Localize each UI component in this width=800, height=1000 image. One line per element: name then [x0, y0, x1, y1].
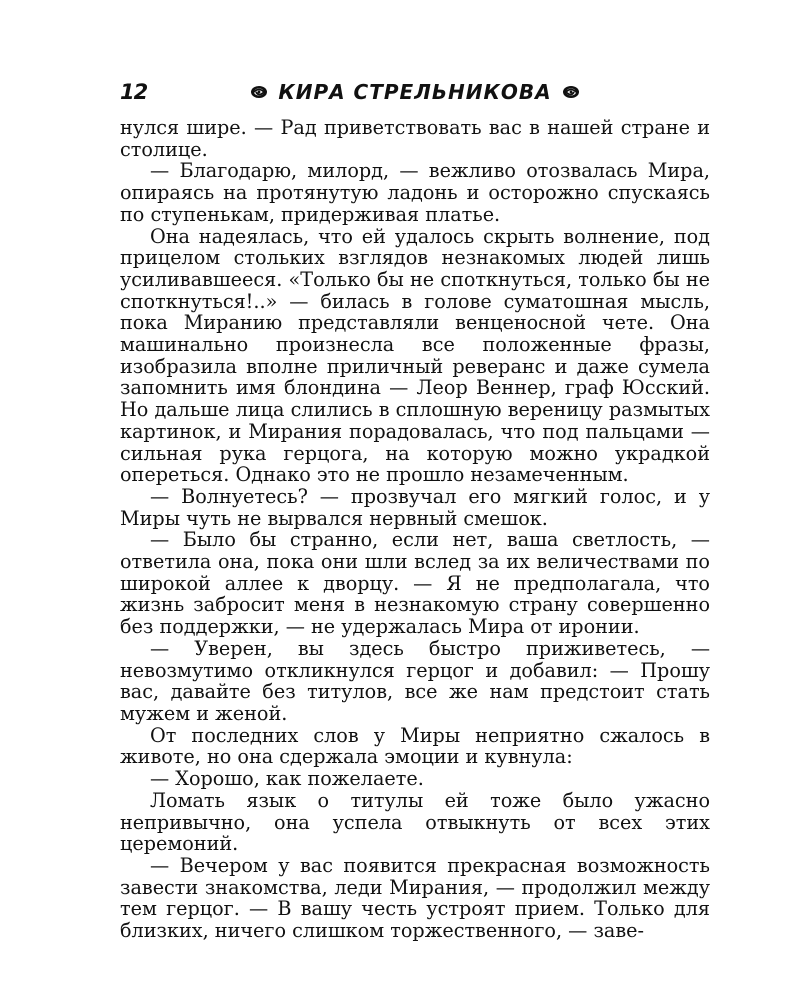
swirl-ornament-icon — [250, 85, 268, 99]
paragraph: — Уверен, вы здесь быстро приживетесь, — невозмутимо откликнулся герцог и добавил: — Прошу вас, давайте без титулов, все же нам предстоит стать мужем и женой. — [120, 636, 710, 725]
swirl-ornament-icon — [562, 85, 580, 99]
paragraph: — Было бы странно, если нет, ваша светлость, — ответила она, пока они шли вслед за их величествами по широкой аллее к дворцу. — Я не предполагала, что жизнь забросит меня в незнакомую страну совершенно без поддержки, — не удержалась Мира от иронии. — [120, 528, 710, 639]
paragraph: От последних слов у Миры неприятно сжалось в животе, но она сдержала эмоции и кувнула: — [120, 723, 710, 769]
paragraph: нулся шире. — Рад приветствовать вас в нашей стране и столице. — [120, 116, 710, 161]
paragraph: — Благодарю, милорд, — вежливо отозвалась Мира, опираясь на протянутую ладонь и осторожно спускаясь по ступенькам, придерживая платье. — [120, 159, 710, 226]
page-text — [120, 117, 710, 942]
paragraph: Она надеялась, что ей удалось скрыть волнение, под прицелом стольких взглядов незнакомых людей лишь усиливавшееся. «Только бы не споткнуться, только бы не споткнуться!..» — билась в голове суматошная мысль, пока Миранию представляли венценосной чете. Она машинально произнесла все положенные фразы, изобразила вполне приличный реверанс и даже сумела запомнить имя блондина — Леор Веннер, граф Юсский. Но дальше лица слились в сплошную вереницу размытых картинок, и Мирания порадовалась, что под пальцами — сильная рука герцога, на которую можно украдкой опереться. Однако это не прошло незамеченным. — [120, 224, 710, 487]
paragraph: Ломать язык о титулы ей тоже было ужасно непривычно, она успела отвыкнуть от всех этих церемоний. — [120, 788, 710, 856]
paragraph: — Вечером у вас появится прекрасная возможность завести знакомства, леди Мирания, — продолжил между тем герцог. — В вашу честь устроят прием. Только для близких, ничего слишком торжественного, — заве- — [120, 853, 710, 943]
page-header — [120, 80, 710, 110]
running-head — [250, 80, 580, 104]
paragraph: — Хорошо, как пожелаете. — [150, 767, 424, 791]
running-title: КИРА СТРЕЛЬНИКОВА — [278, 80, 552, 104]
paragraph: — Волнуетесь? — прозвучал его мягкий голос, и у Миры чуть не вырвался нервный смешок. — [120, 484, 710, 530]
page-number: 12 — [120, 80, 148, 104]
